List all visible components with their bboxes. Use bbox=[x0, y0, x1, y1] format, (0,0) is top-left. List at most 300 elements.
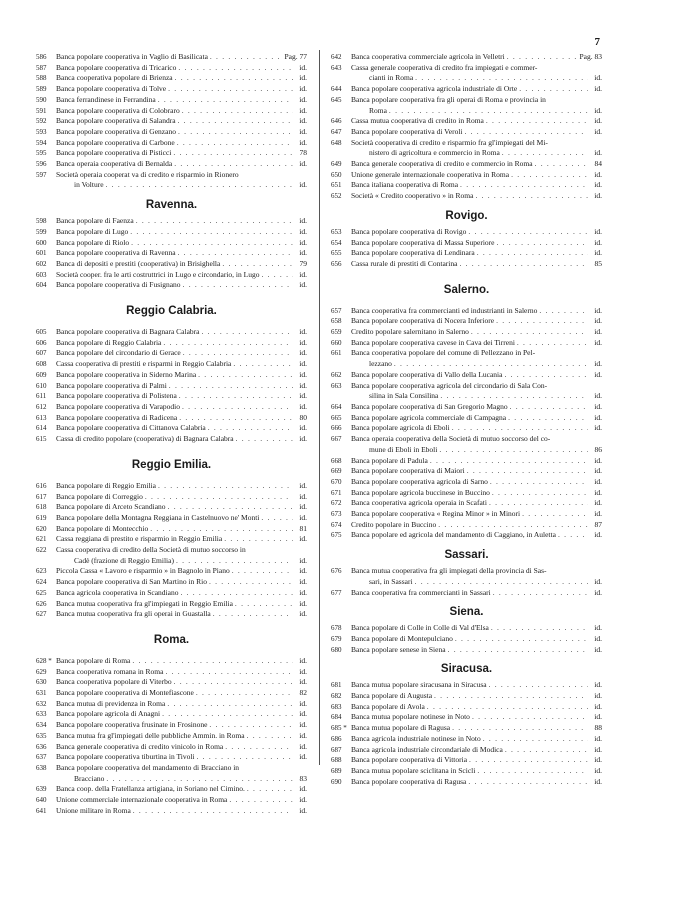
leader-dots bbox=[176, 556, 293, 567]
entry-number: 654 bbox=[331, 238, 342, 247]
entry-number: 587 bbox=[36, 63, 47, 72]
leader-dots bbox=[504, 370, 588, 381]
entry-name: Banca popolare cooperativa cavese in Cava dei Tirreni bbox=[351, 337, 515, 347]
page-ref: Pag. 77 bbox=[284, 52, 307, 61]
entry-name: Banca popolare di Montepulciano bbox=[351, 633, 453, 643]
entry-continuation bbox=[331, 106, 602, 117]
entry-number: 634 bbox=[36, 721, 47, 730]
section-heading: Reggio Calabria. bbox=[126, 305, 217, 318]
leader-dots bbox=[130, 227, 293, 238]
entry-number: 644 bbox=[331, 85, 342, 94]
index-entry bbox=[36, 513, 307, 524]
leader-dots bbox=[145, 492, 293, 503]
entry-name: Banca agricola cooperativa in Scandiano bbox=[56, 587, 179, 597]
entry-name: Banca popolare cooperativa in Siderno Marina bbox=[56, 369, 197, 379]
continuation-text: cianti in Roma bbox=[369, 73, 414, 83]
entry-number: 678 bbox=[331, 624, 342, 633]
index-entry bbox=[36, 148, 307, 159]
entry-name: Banca mutua cooperativa fra gli impiegati della provincia di Sas- bbox=[351, 566, 547, 576]
leader-dots bbox=[229, 795, 293, 806]
page-ref: id. bbox=[299, 720, 307, 730]
page-ref: id. bbox=[594, 73, 602, 83]
entry-name: Banca popolare di Roma bbox=[56, 655, 131, 665]
entry-name: Banca cooperativa fra commercianti in Sassari bbox=[351, 587, 491, 597]
page-ref: id. bbox=[594, 305, 602, 315]
entry-number: 596 bbox=[36, 160, 47, 169]
index-entry bbox=[36, 359, 307, 370]
entry-number: 632 bbox=[36, 699, 47, 708]
entry-number: 612 bbox=[36, 402, 47, 411]
index-entry bbox=[331, 116, 602, 127]
leader-dots bbox=[213, 609, 293, 620]
page-ref: id. bbox=[594, 359, 602, 369]
page-ref: 81 bbox=[299, 523, 307, 533]
entry-name: Banca popolare agricola di Anagni bbox=[56, 709, 161, 719]
entry-name: Banca cooperativa agricola operaia in Scafati bbox=[351, 498, 487, 508]
entry-number: 636 bbox=[36, 742, 47, 751]
entry-number: 631 bbox=[36, 689, 47, 698]
index-entry bbox=[36, 763, 307, 774]
index-entry bbox=[331, 434, 602, 445]
leader-dots bbox=[178, 127, 293, 138]
entry-name: Banca popolare di Correggio bbox=[56, 491, 143, 501]
entry-name: Banca mutua di previdenza in Roma bbox=[56, 698, 166, 708]
leader-dots bbox=[468, 227, 588, 238]
index-entry bbox=[36, 806, 307, 817]
entry-name: Banca di depositi e prestiti (cooperativa) in Brisighella bbox=[56, 258, 221, 268]
page-ref: 78 bbox=[299, 148, 307, 158]
page-ref: id. bbox=[299, 534, 307, 544]
entry-name: Credito popolare salernitano in Salerno bbox=[351, 327, 469, 337]
leader-dots bbox=[131, 238, 293, 249]
entry-number: 624 bbox=[36, 578, 47, 587]
leader-dots bbox=[465, 127, 589, 138]
entry-number: 638 bbox=[36, 763, 47, 772]
entry-name: Società « Credito cooperativo » in Roma bbox=[351, 191, 474, 201]
index-entry bbox=[331, 63, 602, 74]
page-ref: id. bbox=[299, 327, 307, 337]
page-ref: id. bbox=[594, 116, 602, 126]
leader-dots bbox=[225, 742, 293, 753]
index-entry bbox=[36, 227, 307, 238]
page-ref: id. bbox=[594, 412, 602, 422]
leader-dots bbox=[505, 745, 588, 756]
entry-name: Banca cooperativa commerciale agricola in Velletri bbox=[351, 52, 505, 61]
page-ref: id. bbox=[299, 380, 307, 390]
page-ref: id. bbox=[594, 576, 602, 586]
entry-name: Banca mutua cooperativa fra gl'impiegati in Reggio Emilia bbox=[56, 598, 233, 608]
index-entry bbox=[36, 656, 307, 667]
entry-name: Banca popolare cooperativa in Vaglio di Basilicata bbox=[56, 52, 208, 61]
index-entry bbox=[331, 159, 602, 170]
index-entry bbox=[331, 306, 602, 317]
page-ref: id. bbox=[299, 677, 307, 687]
index-entry bbox=[36, 280, 307, 291]
page-ref: id. bbox=[299, 280, 307, 290]
index-entry bbox=[331, 316, 602, 327]
entry-number: 610 bbox=[36, 381, 47, 390]
page-ref: id. bbox=[299, 784, 307, 794]
page-ref: id. bbox=[594, 509, 602, 519]
leader-dots bbox=[247, 731, 293, 742]
leader-dots bbox=[168, 84, 293, 95]
page-ref: id. bbox=[299, 752, 307, 762]
page-ref: id. bbox=[594, 237, 602, 247]
page-ref: id. bbox=[594, 316, 602, 326]
section-heading: Siena. bbox=[449, 606, 484, 619]
entry-name: Banca popolare di Riolo bbox=[56, 237, 130, 247]
index-entry bbox=[36, 492, 307, 503]
section-heading: Sassari. bbox=[444, 549, 489, 562]
page-ref: id. bbox=[594, 691, 602, 701]
leader-dots bbox=[235, 599, 293, 610]
leader-dots bbox=[486, 116, 588, 127]
index-entry bbox=[331, 52, 602, 63]
entry-number: 622 bbox=[36, 546, 47, 555]
leader-dots bbox=[178, 248, 293, 259]
entry-name: Cassa cooperativa di prestiti e risparmi in Reggio Calabria bbox=[56, 359, 232, 369]
entry-number: 648 bbox=[331, 138, 342, 147]
leader-dots bbox=[522, 509, 588, 520]
index-entry bbox=[36, 116, 307, 127]
entry-name: Banca popolare di Reggio Calabria bbox=[56, 337, 162, 347]
leader-dots bbox=[179, 413, 293, 424]
entry-number: 643 bbox=[331, 63, 342, 72]
entry-number: 682 bbox=[331, 692, 342, 701]
page-ref: id. bbox=[594, 148, 602, 158]
leader-dots bbox=[452, 423, 588, 434]
entry-number: 621 bbox=[36, 535, 47, 544]
index-entry bbox=[36, 248, 307, 259]
entry-number: 601 bbox=[36, 249, 47, 258]
leader-dots bbox=[236, 434, 293, 445]
entry-name: Banca popolare cooperativa « Regina Minor » in Minori bbox=[351, 509, 521, 519]
entry-number: 650 bbox=[331, 170, 342, 179]
continuation-text: mune di Eboli in Eboli bbox=[369, 444, 438, 454]
entry-name: Banca popolare cooperativa di Carbone bbox=[56, 137, 175, 147]
leader-dots bbox=[439, 445, 588, 456]
page-ref: id. bbox=[299, 730, 307, 740]
leader-dots bbox=[183, 280, 293, 291]
index-entry bbox=[36, 159, 307, 170]
index-entry bbox=[331, 477, 602, 488]
entry-number: 646 bbox=[331, 117, 342, 126]
entry-number: 661 bbox=[331, 349, 342, 358]
entry-name: Banca popolare della Montagna Reggiana in Castelnuovo ne' Monti bbox=[56, 512, 260, 522]
leader-dots bbox=[539, 306, 588, 317]
index-entry bbox=[36, 391, 307, 402]
leader-dots bbox=[459, 259, 588, 270]
entry-name: Banca popolare cooperativa di Cittanova Calabria bbox=[56, 423, 206, 433]
index-entry bbox=[331, 766, 602, 777]
entry-name: Società operaia cooperat va di credito e risparmio in Rionero bbox=[56, 169, 239, 179]
page-ref: id. bbox=[594, 466, 602, 476]
entry-name: Banca italiana cooperativa di Roma bbox=[351, 180, 459, 190]
continuation-text: Bracciano bbox=[74, 773, 105, 783]
page-ref: id. bbox=[594, 587, 602, 597]
entry-name: Banca popolare cooperativa di Varapodio bbox=[56, 401, 180, 411]
entry-number: 625 bbox=[36, 588, 47, 597]
index-entry bbox=[331, 723, 602, 734]
entry-number: 681 bbox=[331, 681, 342, 690]
page-ref: id. bbox=[299, 94, 307, 104]
continuation-text: Roma bbox=[369, 105, 387, 115]
entry-name: Banca cooperativa fra commercianti ed industrianti in Salerno bbox=[351, 305, 538, 315]
leader-dots bbox=[165, 667, 293, 678]
entry-name: Banca popolare cooperativa tiburtina in Tivoli bbox=[56, 752, 195, 762]
index-entry bbox=[36, 720, 307, 731]
leader-dots bbox=[232, 566, 293, 577]
page-ref: id. bbox=[299, 180, 307, 190]
index-entry bbox=[36, 545, 307, 556]
entry-number: 628 * bbox=[36, 656, 52, 665]
leader-dots bbox=[168, 502, 293, 513]
page-ref: id. bbox=[299, 126, 307, 136]
index-entry bbox=[36, 481, 307, 492]
continuation-text: silina in Sala Consilina bbox=[369, 391, 439, 401]
entry-name: Banca popolare cooperativa di Palmi bbox=[56, 380, 167, 390]
continuation-text: nistero di agricoltura e commercio in Roma bbox=[369, 148, 500, 158]
entry-name: Banca popolare del circondario di Gerace bbox=[56, 348, 181, 358]
leader-dots bbox=[169, 381, 293, 392]
page-ref: id. bbox=[594, 180, 602, 190]
leader-dots bbox=[177, 138, 293, 149]
index-entry bbox=[331, 588, 602, 599]
index-entry bbox=[36, 599, 307, 610]
entry-number: 592 bbox=[36, 117, 47, 126]
entry-number: 645 bbox=[331, 95, 342, 104]
index-entry bbox=[331, 259, 602, 270]
index-entry bbox=[331, 498, 602, 509]
page-ref: id. bbox=[299, 84, 307, 94]
entry-name: Banca popolare cooperativa di Radicena bbox=[56, 412, 178, 422]
entry-name: Banca agricola industriale circondariale di Modica bbox=[351, 744, 503, 754]
page-ref: id. bbox=[594, 776, 602, 786]
entry-number: 630 bbox=[36, 678, 47, 687]
index-entry bbox=[331, 488, 602, 499]
entry-number: 672 bbox=[331, 499, 342, 508]
index-entry bbox=[331, 370, 602, 381]
leader-dots bbox=[483, 734, 588, 745]
entry-number: 657 bbox=[331, 306, 342, 315]
leader-dots bbox=[224, 534, 293, 545]
column-divider bbox=[319, 50, 320, 765]
entry-number: 663 bbox=[331, 381, 342, 390]
section-heading: Rovigo. bbox=[445, 209, 488, 222]
leader-dots bbox=[158, 481, 293, 492]
entry-number: 683 bbox=[331, 702, 342, 711]
leader-dots bbox=[174, 159, 293, 170]
entry-continuation bbox=[331, 577, 602, 588]
index-entry bbox=[36, 588, 307, 599]
entry-name: Cassa rurale di prestiti di Contarina bbox=[351, 258, 458, 268]
entry-number: 591 bbox=[36, 106, 47, 115]
page-ref: id. bbox=[594, 169, 602, 179]
entry-number: 635 bbox=[36, 731, 47, 740]
index-entry bbox=[36, 423, 307, 434]
entry-number: 649 bbox=[331, 160, 342, 169]
continuation-text: in Volture bbox=[74, 180, 104, 190]
entry-continuation bbox=[331, 73, 602, 84]
page-ref: id. bbox=[299, 502, 307, 512]
entry-name: Banca popolare cooperativa del mandamento di Bracciano in bbox=[56, 762, 240, 772]
page-ref: 84 bbox=[594, 159, 602, 169]
leader-dots bbox=[247, 784, 293, 795]
entry-name: Banca popolare cooperativa di Bagnara Calabra bbox=[56, 327, 200, 337]
index-entry bbox=[36, 609, 307, 620]
entry-continuation bbox=[331, 359, 602, 370]
entry-continuation bbox=[36, 556, 307, 567]
leader-dots bbox=[174, 677, 293, 688]
section-heading: Salerno. bbox=[443, 283, 490, 296]
entry-name: Piccola Cassa « Lavoro e risparmio » in Bagnolo in Piano bbox=[56, 566, 230, 576]
leader-dots bbox=[106, 774, 293, 785]
entry-continuation bbox=[331, 445, 602, 456]
entry-name: Banca popolare cooperativa fra gli operai di Roma e provincia in bbox=[351, 94, 546, 104]
index-entry bbox=[36, 238, 307, 249]
page-ref: id. bbox=[299, 577, 307, 587]
index-entry bbox=[36, 534, 307, 545]
entry-name: Banca mutua popolare siracusana in Siracusa bbox=[351, 680, 487, 690]
entry-number: 688 bbox=[331, 756, 342, 765]
section-heading: Siracusa. bbox=[440, 663, 493, 676]
index-entry bbox=[331, 623, 602, 634]
leader-dots bbox=[208, 423, 293, 434]
entry-number: 652 bbox=[331, 192, 342, 201]
continuation-text: sari, in Sassari bbox=[369, 576, 413, 586]
leader-dots bbox=[467, 466, 588, 477]
index-entry bbox=[36, 413, 307, 424]
page-ref: id. bbox=[299, 137, 307, 147]
entry-number: 659 bbox=[331, 328, 342, 337]
entry-number: 623 bbox=[36, 567, 47, 576]
leader-dots bbox=[535, 159, 588, 170]
entry-number: 607 bbox=[36, 349, 47, 358]
entry-name: Banca operaia cooperativa della Società di mutuo soccorso del co- bbox=[351, 434, 551, 444]
leader-dots bbox=[519, 84, 588, 95]
leader-dots bbox=[430, 456, 588, 467]
leader-dots bbox=[106, 180, 293, 191]
page-ref: 79 bbox=[299, 258, 307, 268]
entry-number: 637 bbox=[36, 753, 47, 762]
entry-number: 603 bbox=[36, 270, 47, 279]
page-ref: id. bbox=[594, 369, 602, 379]
leader-dots bbox=[472, 712, 588, 723]
entry-name: Banca popolare di Faenza bbox=[56, 216, 134, 226]
entry-name: Banca popolare di Arceto Scandiano bbox=[56, 502, 166, 512]
entry-number: 604 bbox=[36, 281, 47, 290]
index-entry bbox=[331, 734, 602, 745]
entry-name: Banca popolare cooperativa di Tricarico bbox=[56, 62, 177, 72]
index-entry bbox=[331, 238, 602, 249]
page-ref: id. bbox=[299, 566, 307, 576]
entry-name: Credito popolare in Buccino bbox=[351, 519, 437, 529]
entry-name: Banca operaia cooperativa di Bernalda bbox=[56, 159, 173, 169]
index-entry bbox=[331, 348, 602, 359]
leader-dots bbox=[511, 170, 588, 181]
index-entry bbox=[36, 170, 307, 181]
entry-name: Unione generale internazionale cooperativa in Roma bbox=[351, 169, 510, 179]
entry-number: 689 bbox=[331, 766, 342, 775]
entry-name: Cassa generale cooperativa di credito fra impiegati e commer- bbox=[351, 62, 538, 72]
entry-name: Cassa mutua cooperativa di credito in Roma bbox=[351, 116, 484, 126]
leader-dots bbox=[493, 588, 588, 599]
leader-dots bbox=[178, 63, 293, 74]
entry-name: Banca cooperativa popolare di Viterbo bbox=[56, 677, 172, 687]
leader-dots bbox=[158, 95, 293, 106]
index-entry bbox=[36, 577, 307, 588]
leader-dots bbox=[434, 691, 588, 702]
page-ref: id. bbox=[299, 337, 307, 347]
entry-name: Società cooper. fra le arti costruttrici in Lugo e circondario, in Lugo bbox=[56, 269, 260, 279]
page-ref: id. bbox=[299, 159, 307, 169]
entry-number: 690 bbox=[331, 777, 342, 786]
entry-number: 620 bbox=[36, 524, 47, 533]
leader-dots bbox=[179, 391, 293, 402]
entry-number: 609 bbox=[36, 370, 47, 379]
page-ref: id. bbox=[299, 226, 307, 236]
entry-name: Banca popolare cooperativa frusinate in Frosinone bbox=[56, 720, 208, 730]
page-ref: id. bbox=[594, 733, 602, 743]
leader-dots bbox=[261, 270, 293, 281]
entry-number: 677 bbox=[331, 588, 342, 597]
index-entry bbox=[36, 106, 307, 117]
index-entry bbox=[331, 127, 602, 138]
entry-name: Banca mutua popolare sciclitana in Scicli bbox=[351, 765, 476, 775]
entry-name: Banca popolare agricola commerciale di Campagna bbox=[351, 412, 507, 422]
leader-dots bbox=[507, 52, 578, 63]
leader-dots bbox=[167, 699, 293, 710]
leader-dots bbox=[178, 116, 293, 127]
page-ref: id. bbox=[594, 84, 602, 94]
page-ref: 82 bbox=[299, 688, 307, 698]
entry-number: 673 bbox=[331, 510, 342, 519]
entry-name: Banca popolare cooperativa di Pisticci bbox=[56, 148, 172, 158]
section-heading: Reggio Emilia. bbox=[131, 458, 212, 471]
index-entry bbox=[331, 691, 602, 702]
entry-name: Banca cooperativa popolare di Brienza bbox=[56, 73, 173, 83]
leader-dots bbox=[427, 702, 588, 713]
index-entry bbox=[36, 699, 307, 710]
entry-number: 613 bbox=[36, 413, 47, 422]
entry-name: Banca popolare cooperativa di San Gregorio Magno bbox=[351, 401, 508, 411]
index-entry bbox=[36, 524, 307, 535]
page-ref: 88 bbox=[594, 723, 602, 733]
entry-number: 633 bbox=[36, 710, 47, 719]
entry-name: Società cooperativa di credito e risparmio fra gl'impiegati del Mi- bbox=[351, 137, 548, 147]
index-entry bbox=[36, 434, 307, 445]
entry-name: Banca popolare cooperativa di Maiori bbox=[351, 466, 465, 476]
page-ref: id. bbox=[299, 655, 307, 665]
entry-name: Banca popolare cooperativa di Polistena bbox=[56, 391, 177, 401]
leader-dots bbox=[475, 191, 588, 202]
leader-dots bbox=[182, 402, 293, 413]
page-ref: 80 bbox=[299, 412, 307, 422]
page-ref: id. bbox=[594, 487, 602, 497]
page-ref: id. bbox=[299, 480, 307, 490]
leader-dots bbox=[510, 402, 588, 413]
entry-number: 686 bbox=[331, 734, 342, 743]
leader-dots bbox=[233, 359, 293, 370]
page-ref: id. bbox=[594, 248, 602, 258]
page-ref: id. bbox=[594, 765, 602, 775]
entry-name: Cassa reggiana di prestito e risparmio in Reggio Emilia bbox=[56, 534, 223, 544]
leader-dots bbox=[150, 524, 293, 535]
leader-dots bbox=[196, 688, 293, 699]
entry-number: 606 bbox=[36, 338, 47, 347]
index-entry bbox=[36, 338, 307, 349]
left-column bbox=[36, 52, 307, 816]
